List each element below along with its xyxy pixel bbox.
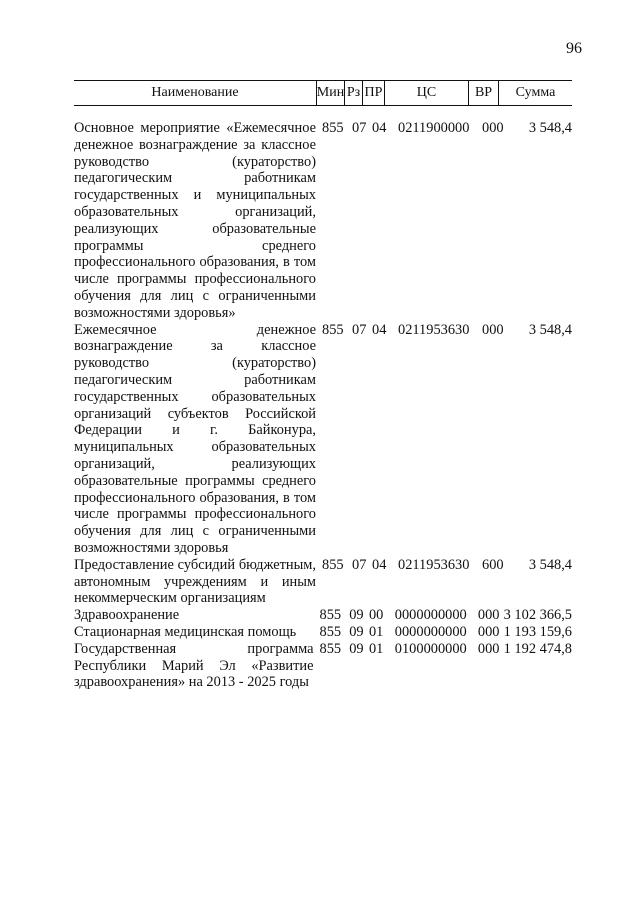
row-rz: 09 [349, 640, 364, 657]
row-vr: 000 [477, 640, 500, 657]
header-vr: ВР [468, 81, 498, 105]
table-row [74, 557, 572, 607]
row-pr: 04 [372, 120, 387, 136]
row-pr: 01 [368, 623, 384, 640]
row-name: Основное мероприятие «Ежемесячное денежное вознаграждение за классное руководство (кураторство) педагогическим работникам государственных и муниципальных образовательных организаций, реализующих образовательные программы среднего профессионального образования, в том числе программы профессионального обучения для лиц с ограниченными возможностями здоровья» [74, 120, 316, 321]
table-row [74, 641, 572, 691]
row-vr: 000 [482, 120, 504, 136]
table-row [74, 120, 572, 322]
table-row [74, 607, 572, 624]
row-pr: 04 [372, 321, 387, 338]
row-rz: 09 [349, 607, 364, 624]
row-name: Ежемесячное денежное вознаграждение за классное руководство (кураторство) педагогическим работникам государственных образовательных организаций субъектов Российской Федерации и г. Байконура, муниципальных образовательных организаций, реализующих образовательные программы среднего профессионального образования, в том числе программы профессионального обучения для лиц с ограниченными возможностями здоровья [74, 321, 316, 556]
row-name: Здравоохранение [74, 607, 180, 624]
row-min: 855 [322, 120, 344, 136]
row-sum: 3 548,4 [528, 321, 572, 338]
header-cs: ЦС [384, 81, 468, 105]
row-rz: 07 [352, 321, 367, 338]
row-min: 855 [322, 321, 344, 338]
row-cs: 0211953630 [398, 321, 470, 338]
row-cs: 0000000000 [394, 623, 467, 640]
row-name: Стационарная медицинская помощь [74, 623, 297, 640]
row-sum: 3 102 366,5 [503, 607, 572, 624]
table-row [74, 322, 572, 557]
row-rz: 07 [352, 120, 367, 136]
row-cs: 0211953630 [398, 556, 470, 573]
row-sum: 1 192 474,8 [503, 640, 572, 657]
row-cs: 0000000000 [394, 607, 467, 624]
page-number: 96 [566, 40, 582, 57]
row-name: Предоставление субсидий бюджетным, автономным учреждениям и иным некоммерческим организациям [74, 556, 316, 607]
row-vr: 000 [477, 607, 500, 624]
header-rz: Рз [344, 81, 362, 105]
row-min: 855 [319, 623, 342, 640]
row-sum: 3 548,4 [528, 120, 572, 136]
row-vr: 000 [482, 321, 504, 338]
row-sum: 3 548,4 [528, 556, 572, 573]
row-name: Государственная программа Республики Марий Эл «Развитие здравоохранения» на 2013 - 2025 годы [74, 640, 314, 691]
row-vr: 000 [477, 623, 500, 640]
row-sum: 1 193 159,6 [503, 623, 572, 640]
row-cs: 0100000000 [394, 640, 467, 657]
row-pr: 04 [372, 556, 387, 573]
row-vr: 600 [482, 556, 504, 573]
row-pr: 01 [368, 640, 384, 657]
table-header [74, 80, 572, 106]
row-pr: 00 [368, 607, 384, 624]
row-rz: 07 [352, 556, 367, 573]
table-body [74, 120, 572, 691]
row-min: 855 [319, 607, 342, 624]
header-min: Мин [316, 81, 344, 105]
header-pr: ПР [362, 81, 384, 105]
header-name: Наименование [151, 85, 239, 100]
header-sum: Сумма [498, 81, 572, 105]
row-cs: 0211900000 [398, 120, 470, 136]
table-row [74, 624, 572, 641]
row-rz: 09 [349, 623, 364, 640]
row-min: 855 [319, 640, 342, 657]
row-min: 855 [322, 556, 344, 573]
